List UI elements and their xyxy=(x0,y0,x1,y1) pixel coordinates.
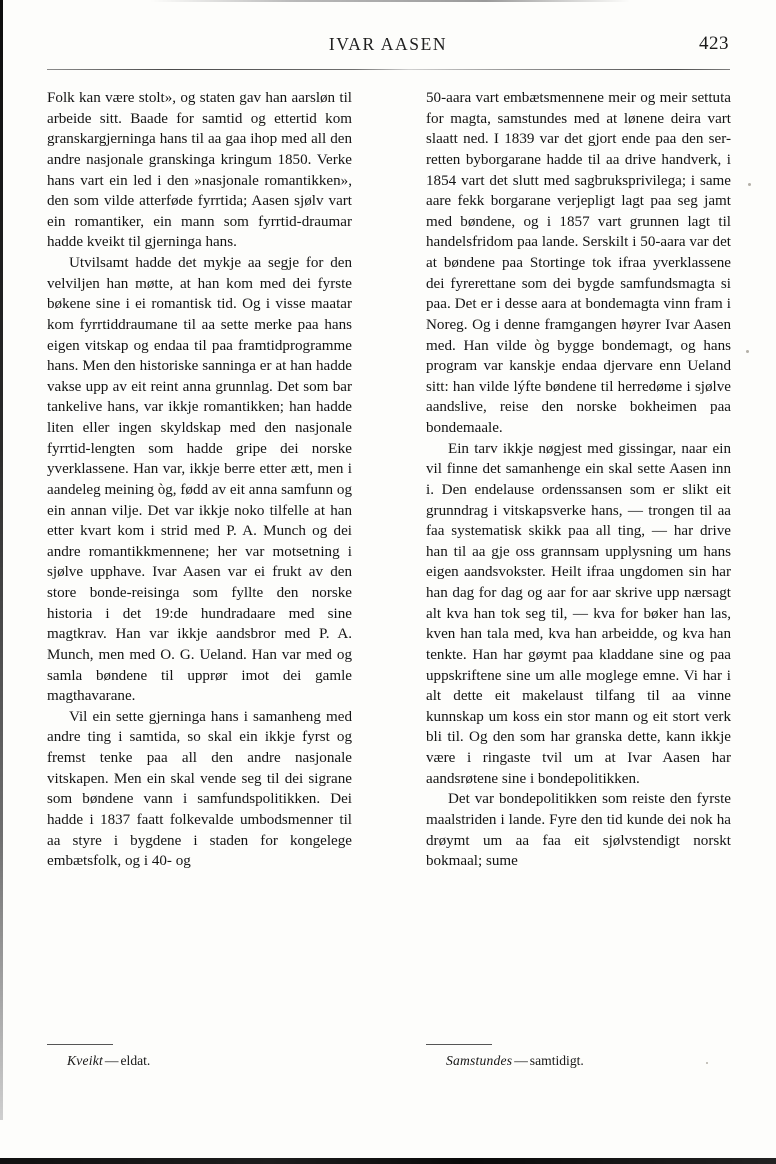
footnote-dash: — xyxy=(104,1053,119,1068)
footnote-term: Samstundes xyxy=(446,1053,513,1068)
scan-left-edge-artifact xyxy=(0,0,3,1120)
header-rule xyxy=(47,69,730,70)
paragraph: Utvilsamt hadde det mykje aa segje for den velviljen han møtte, at han kom med dei fyrste bøkene sine i ei romantisk tid. Og i visse maatar kom fyrrtiddraumane til aa sette merke paa hans eigen vitskap og endaa til paa framtidprogramme hans. Men den historiske sanninga er at han hadde vakse upp av eit reint anna grunnlag. Det som bar tankelive hans, var ikkje romantikken; han hadde liten eller ingen skyldskap med den nasjonale fyrrtid-lengten som hadde gripe dei norske yverklassene. Han var, ikkje berre etter ætt, men i aandeleg meining òg, fødd av eit anna samfunn og ein annan vilje. Det var ikkje noko tilfelle at han etter kvart kom i strid med P. A. Munch og dei andre romantikkmennene; her var motsetning i sjølve upphave. Ivar Aasen var ei frukt av den store bonde-reisinga som fyllte den norske historia i det 19:de hundradaare med sine magtkrav. Han var ikkje aandsbror med P. A. Munch, men med O. G. Ueland. Han var med og samla bøndene til upprør imot dei gamle magthavarane. xyxy=(47,255,352,705)
footnote-text xyxy=(426,1052,731,1070)
footnote-gloss: samtidigt. xyxy=(529,1053,584,1068)
left-text-column xyxy=(47,88,352,1043)
paragraph: Ein tarv ikkje nøgjest med gissingar, naar ein vil finne det samanhenge ein skal sette Aasen inn i. Den endelause ordenssansen som er slikt eit grunndrag i vitskapsverke hans, — trongen til aa faa systematisk skikk paa all ting, — har drive han til aa gje oss grannsam upplysning um hans eigen aandsvokster. Heilt ifraa ungdomen sin har han dag for dag og aar for aar skrive upp nærsagt alt kva han tok seg til, — kva for bøker han las, kven han tala med, kva han arbeidde, og kva han tenkte. Han har gøymt paa kladdane sine og paa uppskriftene sine um alle moglege emne. Vi har i alt dette eit makelaust tilfang til aa vinne kunnskap um koss ein stor mann og eit stort verk bli til. Og den som har granska dette, kann ikkje være i ringaste tvil um at Ivar Aasen har aandsrøtene sine i bondepolitikken. xyxy=(426,440,731,787)
scan-speck xyxy=(746,350,749,353)
footnote-text xyxy=(47,1052,352,1070)
footnote-separator-rule xyxy=(47,1044,113,1045)
paragraph: 50-aara vart embætsmennene meir og meir settuta for magta, samstundes med at lønene deira vart slaatt ned. I 1839 var det gjort ende paa den ser-retten byborgarane hadde til aa drive handverk, i 1854 vart det slutt med sagbruksprivilega; i same aare fekk borgarane verjepligt lagt paa seg jamt med bøndene, og i 1857 vart grunnen lagt til handelsfridom paa lande. Serskilt i 50-aara var det at bøndene paa Stortinge tok ifraa yverklassene dei fyrerettane som dei bygde samfundsmagta si paa. Det er i desse aara at bondemagta vinn fram i Noreg. Og i denne framgangen høyrer Ivar Aasen med. Han vilde òg bygge bondemagt, og hans program var kanskje endaa djervare enn Ueland sitt: han vilde lýfte bøndene til herredøme i sjølve aandslive, reise den norske bokheimen paa bondemaale. xyxy=(426,90,731,436)
page-number: 423 xyxy=(699,33,729,54)
scan-speck xyxy=(748,183,751,186)
body-columns xyxy=(47,88,731,1043)
footnotes-area xyxy=(47,1044,731,1070)
running-header xyxy=(47,34,729,60)
left-footnote xyxy=(47,1044,352,1070)
right-text-column xyxy=(426,88,731,1043)
footnote-term: Kveikt xyxy=(67,1053,103,1068)
footnote-separator-rule xyxy=(426,1044,492,1045)
paragraph: Folk kan være stolt», og staten gav han aarsløn til arbeide sitt. Baade for samtid og ettertid kom granskargjerninga hans til aa gaa ihop med all den andre nasjonale granskinga kringum 1850. Verke hans vart ein led i den »nasjonale romantikken», den som vilde atterføde fyrrtida; Aasen sjølv vart ein romantiker, ein mann som fyrrtid-draumar hadde kveikt til gjerninga hans. xyxy=(47,90,352,251)
footnote-dash: — xyxy=(514,1053,528,1068)
page-title: IVAR AASEN xyxy=(328,34,448,54)
right-footnote xyxy=(426,1044,731,1070)
scan-top-edge-artifact xyxy=(150,0,630,2)
scan-bottom-edge-artifact xyxy=(0,1158,776,1164)
footnote-gloss: eldat. xyxy=(120,1053,151,1068)
paragraph: Vil ein sette gjerninga hans i samanheng med andre ting i samtida, so skal ein ikkje fyrst og fremst tenke paa all den andre nasjonale vitskapen. Men ein skal vende seg til dei sigrane som bøndene vann i samfundspolitikken. Dei hadde i 1837 faatt folkevalde umbodsmenner til aa styre i bygdene i staden for kongelege embætsfolk, og i 40- og xyxy=(47,708,352,870)
paragraph: Det var bondepolitikken som reiste den fyrste maalstriden i lande. Fyre den tid kunde dei nok ha drøymt um aa faa eit sjølvstendigt norskt bokmaal; sume xyxy=(426,791,731,870)
